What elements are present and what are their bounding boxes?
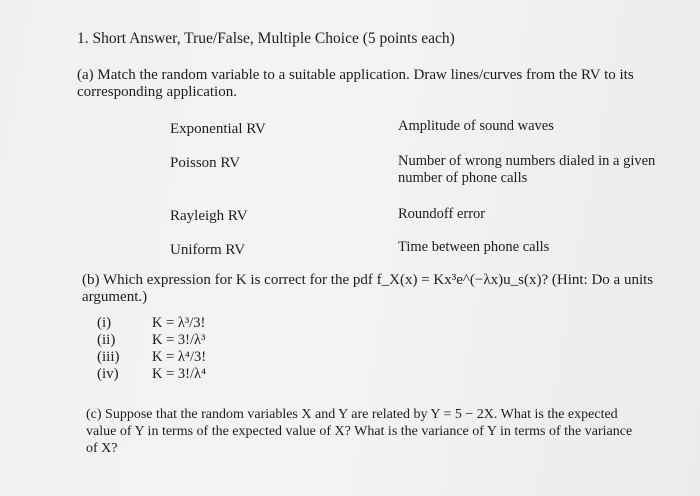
rv-exponential: Exponential RV	[170, 121, 266, 137]
application-wrong-numbers-line-1: Number of wrong numbers dialed in a given	[398, 153, 656, 169]
part-c-prompt-line-3: of X?	[86, 441, 118, 456]
rv-poisson: Poisson RV	[170, 155, 241, 171]
part-c-prompt-line-2: value of Y in terms of the expected value of X? What is the variance of Y in terms of the variance	[86, 424, 633, 439]
application-wrong-numbers-line-2: number of phone calls	[398, 170, 528, 186]
part-a-prompt-line-1: (a) Match the random variable to a suitable application. Draw lines/curves from the RV to its	[77, 67, 634, 83]
application-sound-amplitude: Amplitude of sound waves	[398, 118, 554, 134]
option-number: (iv)	[97, 366, 119, 382]
option-expression: K = 3!/λ³	[152, 332, 206, 348]
rv-rayleigh: Rayleigh RV	[170, 208, 248, 224]
part-b-prompt-line-1: (b) Which expression for K is correct for the pdf f_X(x) = Kx³e^(−λx)u_s(x)? (Hint: Do a units	[82, 272, 654, 288]
option-expression: K = λ³/3!	[152, 315, 206, 331]
part-b-prompt-line-2: argument.)	[82, 289, 148, 305]
part-c-prompt-line-1: (c) Suppose that the random variables X and Y are related by Y = 5 − 2X. What is the expected	[86, 407, 618, 422]
application-time-between-calls: Time between phone calls	[398, 239, 550, 255]
application-roundoff-error: Roundoff error	[398, 206, 486, 222]
part-a-prompt-line-2: corresponding application.	[77, 84, 237, 100]
option-expression: K = 3!/λ⁴	[152, 366, 207, 382]
option-number: (iii)	[97, 349, 120, 365]
option-number: (ii)	[97, 332, 116, 348]
question-heading: 1. Short Answer, True/False, Multiple Choice (5 points each)	[77, 30, 455, 47]
option-number: (i)	[97, 315, 112, 331]
rv-uniform: Uniform RV	[170, 242, 246, 258]
option-expression: K = λ⁴/3!	[152, 349, 207, 365]
